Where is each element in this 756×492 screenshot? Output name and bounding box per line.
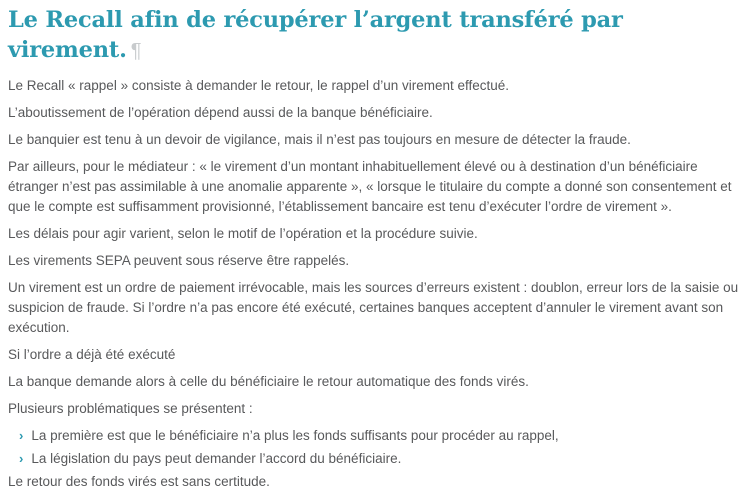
paragraph: Si l’ordre a déjà été exécuté [8,347,176,362]
bullet-list [8,426,748,468]
page-title [8,5,748,66]
pilcrow-mark: ¶ [130,40,142,62]
paragraph: Le retour des fonds virés est sans certitude. [8,474,270,489]
paragraph: La banque demande alors à celle du bénéficiaire le retour automatique des fonds virés. [8,374,529,389]
paragraph: Un virement est un ordre de paiement irrévocable, mais les sources d’erreurs existent : doublon, erreur lors de la saisie ou suspicion de fraude. Si l’ordre n’a pas encore été exécuté, certaines banques acceptent d’annuler le virement avant son exécution. [8,280,739,335]
paragraph: Les virements SEPA peuvent sous réserve être rappelés. [8,253,350,268]
chevron-right-icon: › [19,451,24,466]
paragraph: Le Recall « rappel » consiste à demander le retour, le rappel d’un virement effectué. [8,78,510,93]
list-item [19,426,748,445]
list-item-text: La première est que le bénéficiaire n’a plus les fonds suffisants pour procéder au rappel, [31,428,559,443]
chevron-right-icon: › [19,428,24,443]
paragraphs-after [8,472,748,492]
paragraphs-before [8,76,748,419]
paragraph: Plusieurs problématiques se présentent : [8,401,253,416]
paragraph: Le banquier est tenu à un devoir de vigilance, mais il n’est pas toujours en mesure de détecter la fraude. [8,132,631,147]
paragraph: Par ailleurs, pour le médiateur : « le virement d’un montant inhabituellement élevé ou à destination d’un bénéficiaire étranger n’est pas assimilable à une anomalie apparente », « lorsque le titulaire du compte a donné son consentement et que le compte est suffisamment provisionné, l’établissement bancaire est tenu d’exécuter l’ordre de virement ». [8,159,732,214]
paragraph: L’aboutissement de l’opération dépend aussi de la banque bénéficiaire. [8,105,433,120]
page-title-text: Le Recall afin de récupérer l’argent transféré par virement. [8,7,623,63]
list-item-text: La législation du pays peut demander l’accord du bénéficiaire. [31,451,402,466]
paragraph: Les délais pour agir varient, selon le motif de l’opération et la procédure suivie. [8,226,478,241]
list-item [19,449,748,468]
